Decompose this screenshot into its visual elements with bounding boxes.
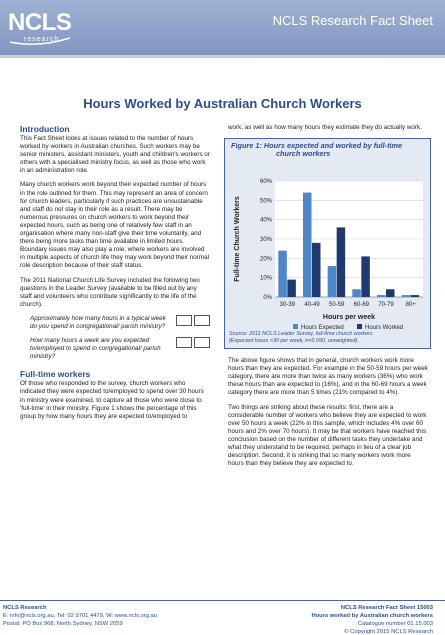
footer-sheet-number: NCLS Research Fact Sheet 15003 [340,605,433,611]
legend-swatch [357,324,362,329]
answer-boxes-1 [174,315,210,329]
ncls-logo [8,10,88,48]
x-tick-label: 40-49 [304,302,320,309]
footer-org: NCLS Research [3,605,47,611]
header-banner [0,0,445,58]
answer-box [176,337,192,348]
right-paragraph-1: The above figure shows that in general, church workers work more hours than they are expected. For example in the 50-59 hours per week category, there are more than twice as many workers (36%) who work these hours than are expected to (16%), and in the 60-69 hours a week category there are more than 5 times (21% compared to 4%). [228,357,428,397]
figure-source [229,331,429,345]
x-tick-label: 80+ [405,302,416,309]
bar-hours-worked [361,256,370,297]
figure-source-line-1: Source: 2011 NCLS Leader Survey, full-time church workers [229,331,373,338]
bar-hours-expected [402,295,411,297]
footer-catalogue: Catalogue number 01.15.003 [357,621,433,627]
answer-box [176,315,192,326]
y-axis-label: Full-time Church Workers [234,196,241,282]
figure-source-line-2: (Expected hours >30 per week, n=2,090, unweighted). [229,338,359,345]
y-tick-label: 10% [259,275,272,282]
right-column [228,124,428,474]
x-axis-label: Hours per week [322,314,376,322]
survey-question-1 [20,315,210,331]
x-tick-label: 50-59 [328,302,345,309]
logo-text: NCLS [8,9,72,36]
intro-paragraph-2: Many church workers work beyond their expected number of hours in the role outlined for them. This may represent an area of concern for church leaders, particularly if such practices are unsustainable and staff do not stay in their role as a result. There may be numerous pressures on church workers to work beyond their expected hours, such as being one of relatively few staff in an organisation where many non-staff give their time voluntarily, and there being more tasks than time available in limited hours. Boundary issues may also play a role; where workers are involved in multiple aspects of church life they may work beyond their normal role description because of their staff status. [20,181,209,270]
x-tick-label: 60-69 [353,302,370,309]
intro-paragraph-3: The 2011 National Church Life Survey included the following two questions in the Leader Survey (available to be filled out by any staff and volunteers who contribute significantly to the life of the church). [20,276,200,308]
page-title: Hours Worked by Australian Church Workers [83,96,362,111]
figure-title-line-2: church workers [276,149,331,159]
y-tick-label: 0% [263,295,272,302]
bar-hours-worked [312,243,321,297]
footer-sheet-info [311,604,433,635]
bar-hours-worked [386,289,395,297]
bar-hours-expected [377,295,386,297]
question-1-text: Approximately how many hours in a typical week do you spend in congregational/ parish ministry? [30,314,166,330]
right-paragraph-2: Two things are striking about these results: first, there are a considerable number of workers who believe they are expected to work over 50 hours a week (22% in this sample, which includes 4% over 60 hours and 2% over 70 hours). It may be that workers have reached this conclusion based on the number of different tasks they undertake and what they understand to be required, perhaps in lieu of a clear job description. Second, it is striking that so many workers work more hours than they believe they are expected to. [228,403,427,468]
bar-hours-worked [287,280,295,297]
figure-1 [224,138,431,349]
y-tick-label: 30% [259,237,272,244]
bar-hours-expected [352,289,361,297]
footer-contact-line: E: info@ncls.org.au, Tel: 02 9701 4479, W: www.ncls.org.au [3,613,157,619]
figure-title-line-1: Figure 1: Hours expected and worked by full-time [231,141,403,151]
footer-copyright: © Copyright 2015 NCLS Research [344,629,433,635]
answer-box [194,315,210,326]
y-tick-label: 60% [259,179,272,186]
bar-chart [225,139,432,350]
legend-swatch [293,324,298,329]
intro-paragraph-1: This Fact Sheet looks at issues related to the number of hours worked by workers in Australian churches. Such workers may be senior ministers, assistant ministers, youth and children's workers or others with a specialised ministry focus, as well as those who work in an administration role. [20,135,210,175]
fulltime-heading: Full-time workers [20,369,91,380]
legend-label: Hours Worked [365,325,404,332]
survey-question-2 [20,337,210,361]
y-tick-label: 20% [259,256,272,263]
answer-boxes-2 [174,337,210,351]
x-tick-label: 70-79 [378,302,394,309]
figure-title [231,142,427,159]
logo-subtext: research [24,36,60,43]
bar-hours-worked [411,295,420,297]
left-column [20,124,210,427]
bar-hours-expected [328,266,337,297]
footer-contact [3,604,157,628]
legend-label: Hours Expected [301,325,344,332]
bar-hours-expected [303,193,312,297]
right-paragraph-0: work, as well as how many hours they estimate they do actually work. [228,124,422,131]
footer-sheet-title: Hours worked by Australian church workers [311,613,433,619]
bar-hours-worked [337,227,346,297]
y-tick-label: 40% [259,217,272,224]
intro-heading: Introduction [20,124,70,134]
x-tick-label: 30-39 [279,302,296,309]
answer-box [194,337,210,348]
header-title: NCLS Research Fact Sheet [272,13,433,28]
footer-divider [0,600,445,601]
bar-hours-expected [278,251,287,297]
fulltime-paragraph: Of those who responded to the survey, church workers who indicated they were expected to/employed to spend over 30 hours in ministry were examined, to capture all those who were close to 'full-time' in their ministry. Figure 1 shows the percentage of this group by how many hours they are expected to/employed to [20,380,204,420]
question-2-text: How many hours a week are you expected to/employed to spend in congregational/ parish ministry? [30,337,161,361]
footer-address: Postal: PO Box 968, North Sydney, NSW 2059 [3,621,123,627]
y-tick-label: 50% [259,198,272,205]
